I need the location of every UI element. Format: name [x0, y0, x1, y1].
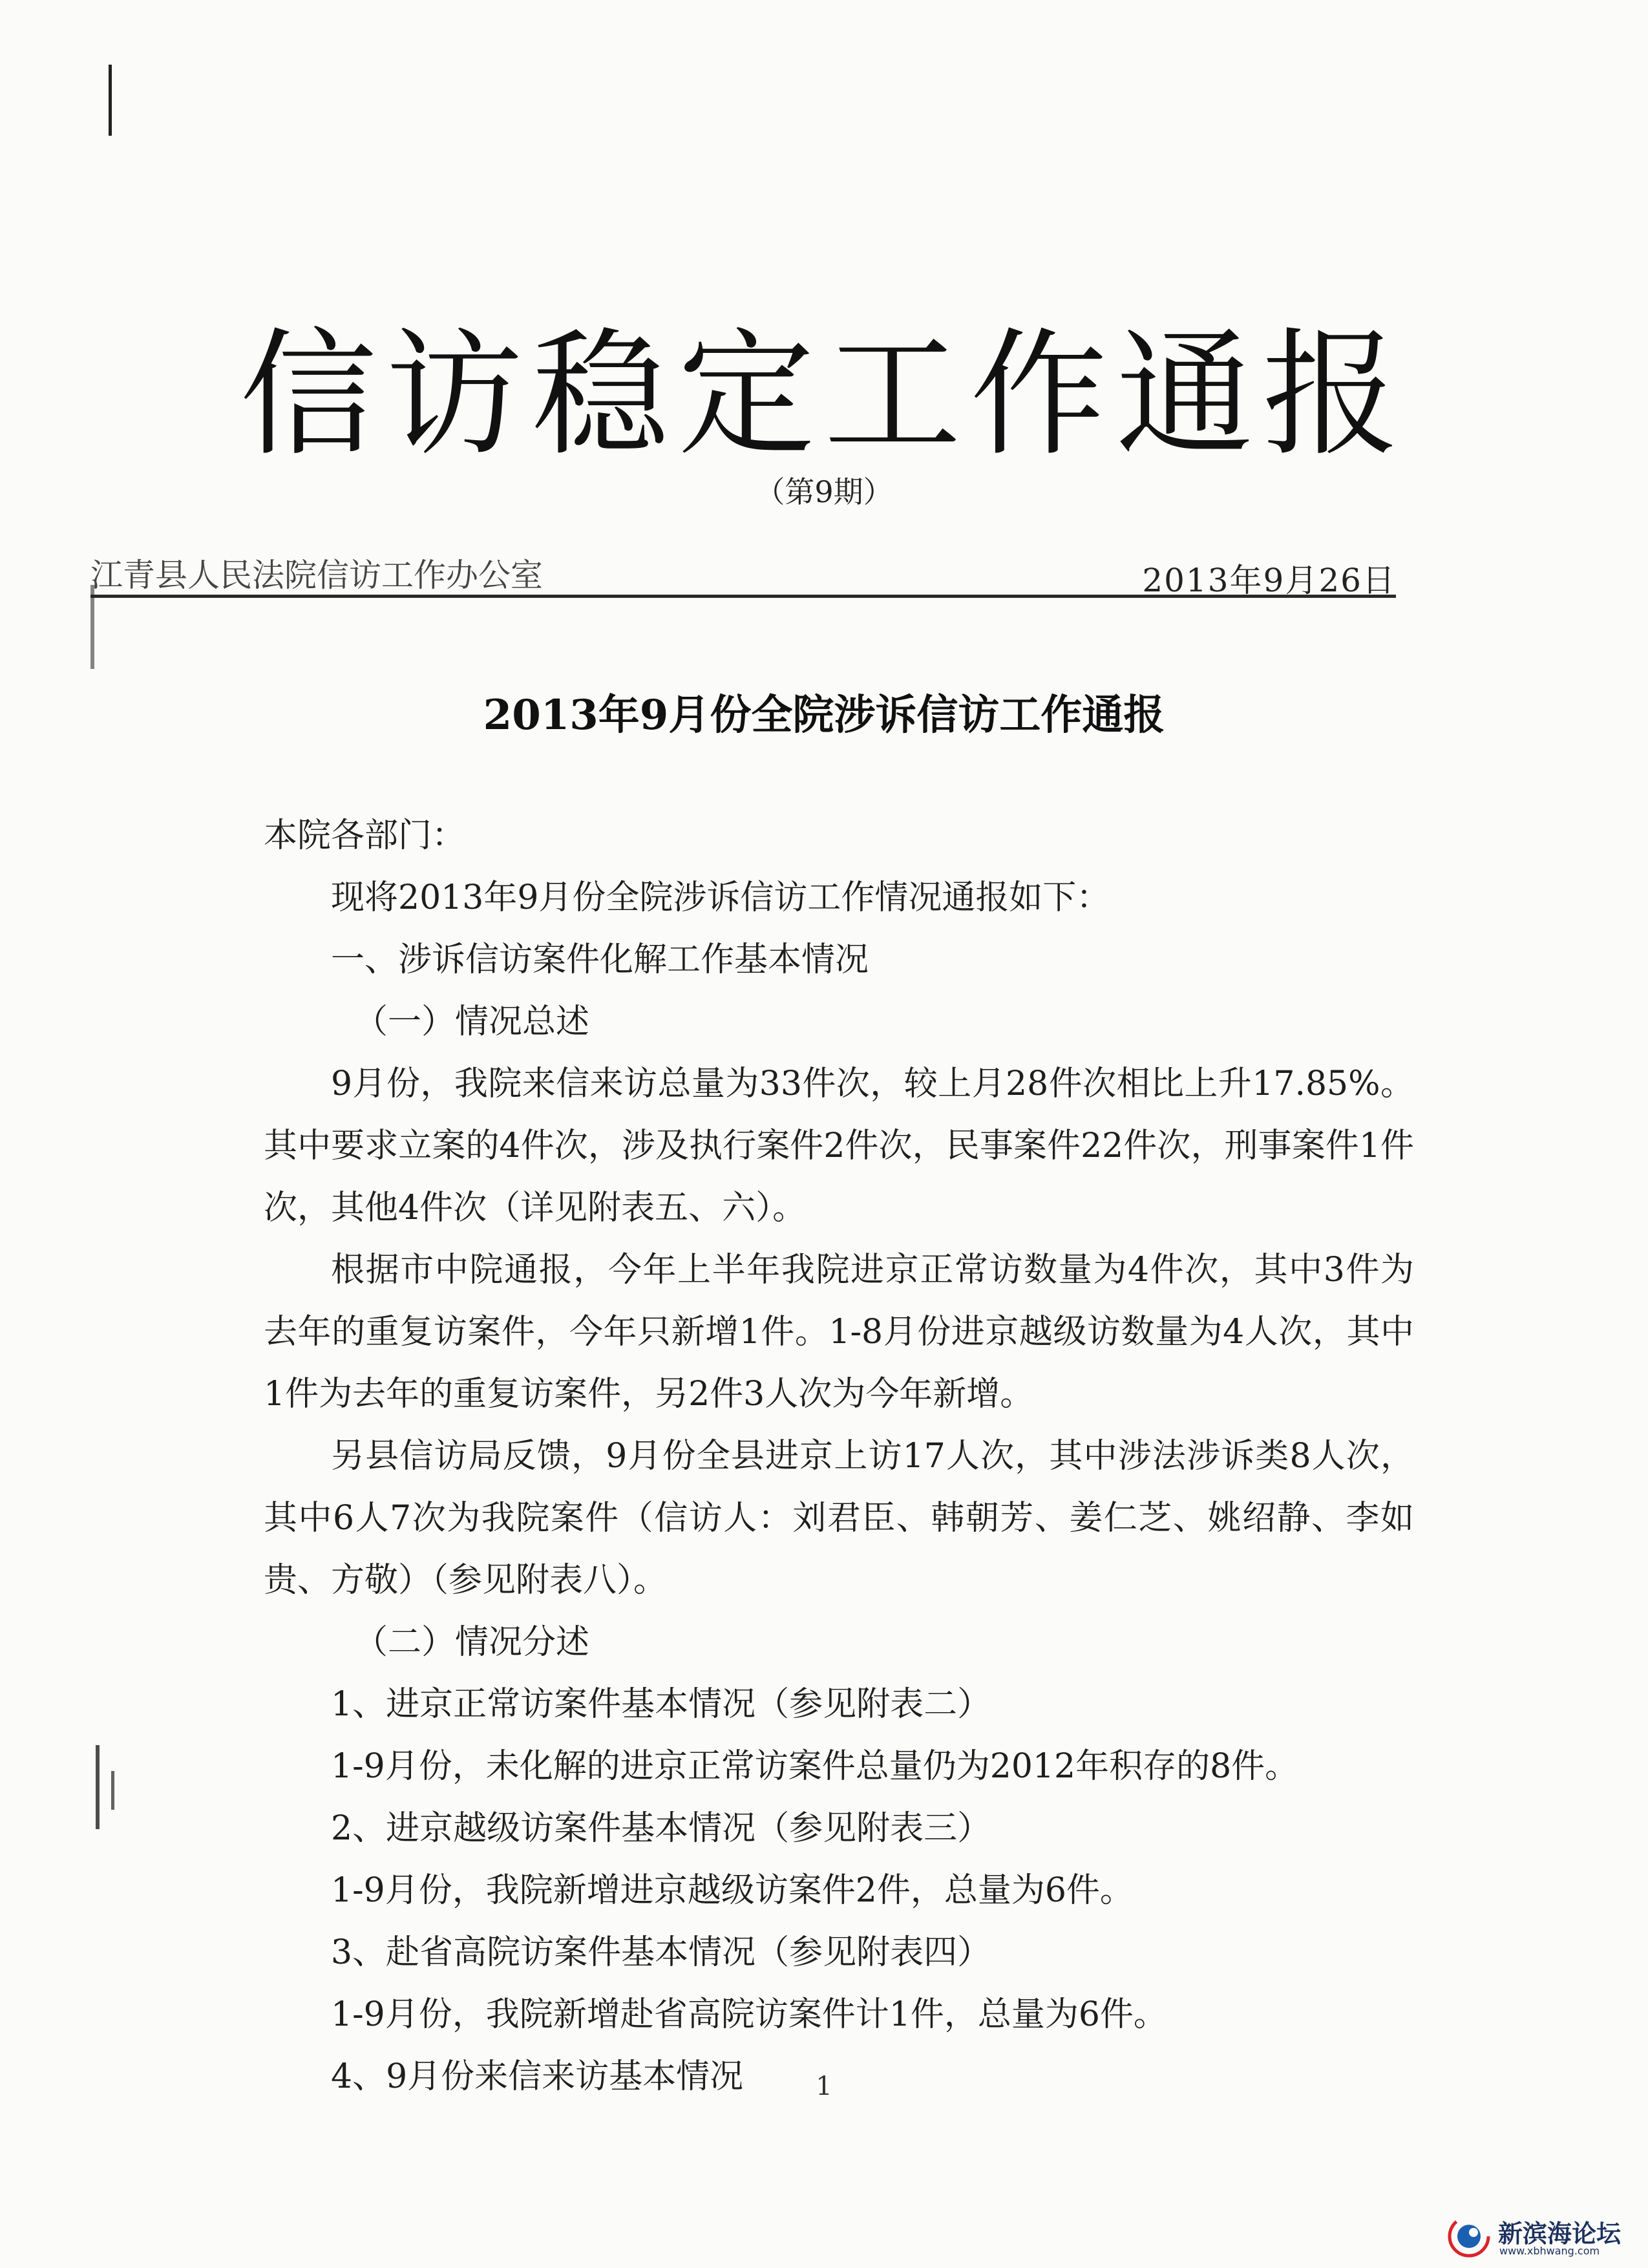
document-title: 2013年9月份全院涉诉信访工作通报	[483, 691, 1165, 739]
item-heading: 2、进京越级访案件基本情况（参见附表三）	[331, 1809, 991, 1848]
subsection-heading: （一）情况总述	[354, 1002, 590, 1041]
masthead-rule	[90, 549, 1396, 598]
item-heading: 1、进京正常访案件基本情况（参见附表二）	[331, 1685, 991, 1724]
document-body	[264, 805, 1414, 2108]
site-logo-icon	[1448, 2215, 1490, 2258]
scan-mark-left-lower-2	[111, 1771, 114, 1810]
paragraph-summary: 9月份，我院来信来访总量为33件次，较上月28件次相比上升17.85%。其中要求立案的4件次，涉及执行案件2件次，民事案件22件次，刑事案件1件次，其他4件次（详见附表五、六）。	[264, 1065, 1414, 1227]
scan-mark-left-lower	[96, 1745, 100, 1829]
paragraph-beijing-visits: 根据市中院通报，今年上半年我院进京正常访数量为4件次，其中3件为去年的重复访案件，今年只新增1件。1-8月份进京越级访数量为4人次，其中1件为去年的重复访案件，另2件3人次为今年新增。	[264, 1251, 1414, 1414]
masthead-title: 信访稳定工作通报	[240, 315, 1408, 474]
section-heading: 一、涉诉信访案件化解工作基本情况	[331, 940, 869, 979]
issuing-office: 江青县人民法院信访工作办公室	[90, 556, 543, 594]
item-text: 1-9月份，我院新增进京越级访案件2件，总量为6件。	[331, 1871, 1134, 1910]
paragraph-county-feedback: 另县信访局反馈，9月份全县进京上访17人次，其中涉法涉诉类8人次，其中6人7次为我院案件（信访人：刘君臣、韩朝芳、姜仁芝、姚绍静、李如贵、方敬）（参见附表八）。	[264, 1437, 1414, 1600]
subsection-heading: （二）情况分述	[354, 1623, 590, 1662]
item-text: 1-9月份，未化解的进京正常访案件总量仍为2012年积存的8件。	[331, 1747, 1299, 1786]
issue-number: （第9期）	[755, 474, 893, 509]
salutation: 本院各部门：	[264, 816, 466, 855]
item-heading: 4、9月份来信来访基本情况	[331, 2057, 744, 2096]
item-heading: 3、赴省高院访案件基本情况（参见附表四）	[331, 1933, 991, 1972]
watermark-url: www.xbhwang.com	[1499, 2245, 1600, 2257]
watermark-site-name: 新滨海论坛	[1498, 2220, 1622, 2248]
site-watermark	[1448, 2214, 1642, 2262]
page-number: 1	[816, 2072, 832, 2101]
scan-mark-top-left	[109, 65, 112, 136]
intro-line: 现将2013年9月份全院涉诉信访工作情况通报如下：	[331, 878, 1110, 917]
issue-date: 2013年9月26日	[1142, 562, 1396, 599]
item-text: 1-9月份，我院新增赴省高院访案件计1件，总量为6件。	[331, 1995, 1167, 2034]
